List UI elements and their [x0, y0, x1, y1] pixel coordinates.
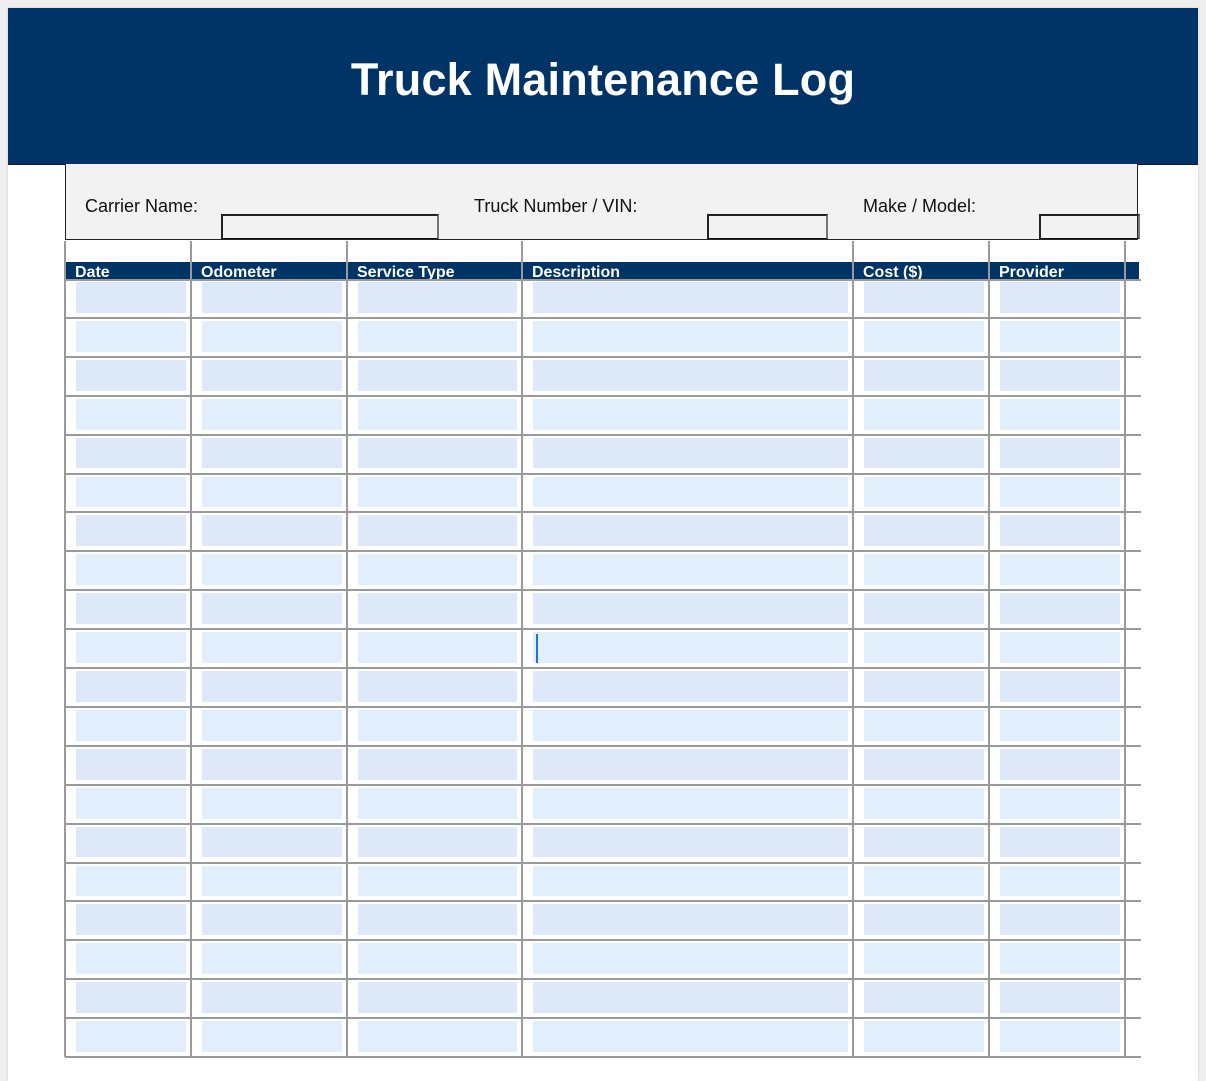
- document-page: [8, 8, 1198, 1081]
- date-cell[interactable]: [76, 477, 186, 508]
- provider-cell[interactable]: [1000, 321, 1120, 352]
- description-cell[interactable]: [533, 282, 848, 313]
- odometer-cell[interactable]: [202, 1021, 342, 1052]
- cost-cell[interactable]: [864, 982, 984, 1013]
- cost-cell[interactable]: [864, 904, 984, 935]
- description-cell[interactable]: [533, 360, 848, 391]
- provider-cell[interactable]: [1000, 477, 1120, 508]
- make-model-field[interactable]: [1039, 214, 1140, 239]
- service-type-cell[interactable]: [358, 632, 517, 663]
- grid-line-horizontal: [65, 356, 1141, 358]
- odometer-cell[interactable]: [202, 632, 342, 663]
- service-type-cell[interactable]: [358, 749, 517, 780]
- date-cell[interactable]: [76, 282, 186, 313]
- text-cursor: [536, 634, 538, 663]
- cost-cell[interactable]: [864, 360, 984, 391]
- service-type-cell[interactable]: [358, 866, 517, 897]
- odometer-cell[interactable]: [202, 710, 342, 741]
- odometer-cell[interactable]: [202, 438, 342, 469]
- grid-line-horizontal: [65, 589, 1141, 591]
- date-cell[interactable]: [76, 360, 186, 391]
- carrier-name-field[interactable]: [221, 214, 439, 239]
- odometer-cell[interactable]: [202, 671, 342, 702]
- date-cell[interactable]: [76, 827, 186, 858]
- provider-cell[interactable]: [1000, 515, 1120, 546]
- provider-cell[interactable]: [1000, 1021, 1120, 1052]
- odometer-cell[interactable]: [202, 477, 342, 508]
- grid-line-horizontal: [65, 667, 1141, 669]
- date-cell[interactable]: [76, 321, 186, 352]
- odometer-cell[interactable]: [202, 321, 342, 352]
- provider-cell[interactable]: [1000, 904, 1120, 935]
- cost-cell[interactable]: [864, 399, 984, 430]
- provider-cell[interactable]: [1000, 399, 1120, 430]
- service-type-cell[interactable]: [358, 1021, 517, 1052]
- odometer-cell[interactable]: [202, 827, 342, 858]
- grid-line-horizontal: [65, 862, 1141, 864]
- date-cell[interactable]: [76, 943, 186, 974]
- odometer-cell[interactable]: [202, 904, 342, 935]
- service-type-cell[interactable]: [358, 321, 517, 352]
- date-cell[interactable]: [76, 593, 186, 624]
- odometer-cell[interactable]: [202, 399, 342, 430]
- provider-cell[interactable]: [1000, 827, 1120, 858]
- odometer-cell[interactable]: [202, 282, 342, 313]
- description-cell[interactable]: [533, 827, 848, 858]
- carrier-name-label: Carrier Name:: [85, 196, 199, 216]
- grid-line-horizontal: [65, 823, 1141, 825]
- cost-cell[interactable]: [864, 438, 984, 469]
- date-cell[interactable]: [76, 671, 186, 702]
- grid-line-horizontal: [65, 628, 1141, 630]
- service-type-cell[interactable]: [358, 827, 517, 858]
- date-cell[interactable]: [76, 515, 186, 546]
- description-cell[interactable]: [533, 399, 848, 430]
- description-cell[interactable]: [533, 632, 848, 663]
- grid-line-horizontal: [65, 1056, 1141, 1058]
- provider-cell[interactable]: [1000, 360, 1120, 391]
- cost-cell[interactable]: [864, 749, 984, 780]
- service-type-cell[interactable]: [358, 943, 517, 974]
- service-type-cell[interactable]: [358, 282, 517, 313]
- grid-line-vertical: [190, 241, 192, 1057]
- grid-line-horizontal: [65, 784, 1141, 786]
- description-cell[interactable]: [533, 515, 848, 546]
- odometer-cell[interactable]: [202, 788, 342, 819]
- description-cell[interactable]: [533, 904, 848, 935]
- service-type-cell[interactable]: [358, 399, 517, 430]
- service-type-cell[interactable]: [358, 788, 517, 819]
- description-cell[interactable]: [533, 749, 848, 780]
- odometer-cell[interactable]: [202, 515, 342, 546]
- description-cell[interactable]: [533, 321, 848, 352]
- odometer-cell[interactable]: [202, 360, 342, 391]
- description-cell[interactable]: [533, 477, 848, 508]
- description-cell[interactable]: [533, 982, 848, 1013]
- column-header-cost: Cost ($): [863, 264, 923, 279]
- provider-cell[interactable]: [1000, 866, 1120, 897]
- description-cell[interactable]: [533, 593, 848, 624]
- cost-cell[interactable]: [864, 477, 984, 508]
- date-cell[interactable]: [76, 1021, 186, 1052]
- column-header-service-type: Service Type: [357, 264, 455, 279]
- service-type-cell[interactable]: [358, 477, 517, 508]
- cost-cell[interactable]: [864, 1021, 984, 1052]
- date-cell[interactable]: [76, 710, 186, 741]
- provider-cell[interactable]: [1000, 710, 1120, 741]
- truck-number-field[interactable]: [707, 214, 828, 239]
- grid-line-vertical: [64, 241, 66, 1057]
- vehicle-info-panel: [65, 164, 1138, 240]
- cost-cell[interactable]: [864, 671, 984, 702]
- service-type-cell[interactable]: [358, 593, 517, 624]
- grid-line-horizontal: [65, 978, 1141, 980]
- date-cell[interactable]: [76, 399, 186, 430]
- description-cell[interactable]: [533, 1021, 848, 1052]
- cost-cell[interactable]: [864, 943, 984, 974]
- grid-line-horizontal: [65, 900, 1141, 902]
- provider-cell[interactable]: [1000, 593, 1120, 624]
- grid-line-horizontal: [65, 745, 1141, 747]
- column-header-provider: Provider: [999, 264, 1064, 279]
- column-header-description: Description: [532, 264, 621, 279]
- cost-cell[interactable]: [864, 554, 984, 585]
- odometer-cell[interactable]: [202, 982, 342, 1013]
- date-cell[interactable]: [76, 554, 186, 585]
- maintenance-log-table: [65, 241, 1141, 1059]
- date-cell[interactable]: [76, 788, 186, 819]
- provider-cell[interactable]: [1000, 632, 1120, 663]
- grid-line-horizontal: [65, 1017, 1141, 1019]
- grid-line-vertical: [521, 241, 523, 1057]
- description-cell[interactable]: [533, 788, 848, 819]
- grid-line-horizontal: [65, 706, 1141, 708]
- cost-cell[interactable]: [864, 282, 984, 313]
- cost-cell[interactable]: [864, 321, 984, 352]
- grid-line-horizontal: [65, 317, 1141, 319]
- make-model-label: Make / Model:: [863, 196, 977, 216]
- provider-cell[interactable]: [1000, 438, 1120, 469]
- page-title: Truck Maintenance Log: [350, 54, 856, 105]
- description-cell[interactable]: [533, 554, 848, 585]
- date-cell[interactable]: [76, 632, 186, 663]
- grid-line-vertical: [1124, 241, 1126, 1057]
- service-type-cell[interactable]: [358, 515, 517, 546]
- odometer-cell[interactable]: [202, 943, 342, 974]
- column-header-date: Date: [75, 264, 110, 279]
- cost-cell[interactable]: [864, 515, 984, 546]
- grid-line-vertical: [346, 241, 348, 1057]
- description-cell[interactable]: [533, 943, 848, 974]
- provider-cell[interactable]: [1000, 788, 1120, 819]
- grid-line-vertical: [988, 241, 990, 1057]
- odometer-cell[interactable]: [202, 749, 342, 780]
- cost-cell[interactable]: [864, 593, 984, 624]
- column-header-odometer: Odometer: [201, 264, 277, 279]
- date-cell[interactable]: [76, 866, 186, 897]
- grid-line-horizontal: [65, 395, 1141, 397]
- truck-number-label: Truck Number / VIN:: [474, 196, 638, 216]
- cost-cell[interactable]: [864, 710, 984, 741]
- date-cell[interactable]: [76, 749, 186, 780]
- description-cell[interactable]: [533, 710, 848, 741]
- grid-line-horizontal: [65, 939, 1141, 941]
- provider-cell[interactable]: [1000, 943, 1120, 974]
- service-type-cell[interactable]: [358, 904, 517, 935]
- grid-line-horizontal: [65, 511, 1141, 513]
- description-cell[interactable]: [533, 866, 848, 897]
- service-type-cell[interactable]: [358, 982, 517, 1013]
- odometer-cell[interactable]: [202, 593, 342, 624]
- service-type-cell[interactable]: [358, 554, 517, 585]
- cost-cell[interactable]: [864, 866, 984, 897]
- cost-cell[interactable]: [864, 788, 984, 819]
- date-cell[interactable]: [76, 982, 186, 1013]
- description-cell[interactable]: [533, 671, 848, 702]
- grid-line-horizontal: [65, 434, 1141, 436]
- odometer-cell[interactable]: [202, 554, 342, 585]
- description-cell[interactable]: [533, 438, 848, 469]
- provider-cell[interactable]: [1000, 282, 1120, 313]
- odometer-cell[interactable]: [202, 866, 342, 897]
- provider-cell[interactable]: [1000, 554, 1120, 585]
- grid-line-horizontal: [65, 473, 1141, 475]
- grid-line-horizontal: [65, 279, 1141, 281]
- date-cell[interactable]: [76, 904, 186, 935]
- cost-cell[interactable]: [864, 632, 984, 663]
- grid-line-horizontal: [65, 550, 1141, 552]
- service-type-cell[interactable]: [358, 438, 517, 469]
- provider-cell[interactable]: [1000, 671, 1120, 702]
- provider-cell[interactable]: [1000, 982, 1120, 1013]
- date-cell[interactable]: [76, 438, 186, 469]
- provider-cell[interactable]: [1000, 749, 1120, 780]
- title-banner: [8, 8, 1198, 165]
- service-type-cell[interactable]: [358, 710, 517, 741]
- cost-cell[interactable]: [864, 827, 984, 858]
- service-type-cell[interactable]: [358, 360, 517, 391]
- service-type-cell[interactable]: [358, 671, 517, 702]
- grid-line-vertical: [852, 241, 854, 1057]
